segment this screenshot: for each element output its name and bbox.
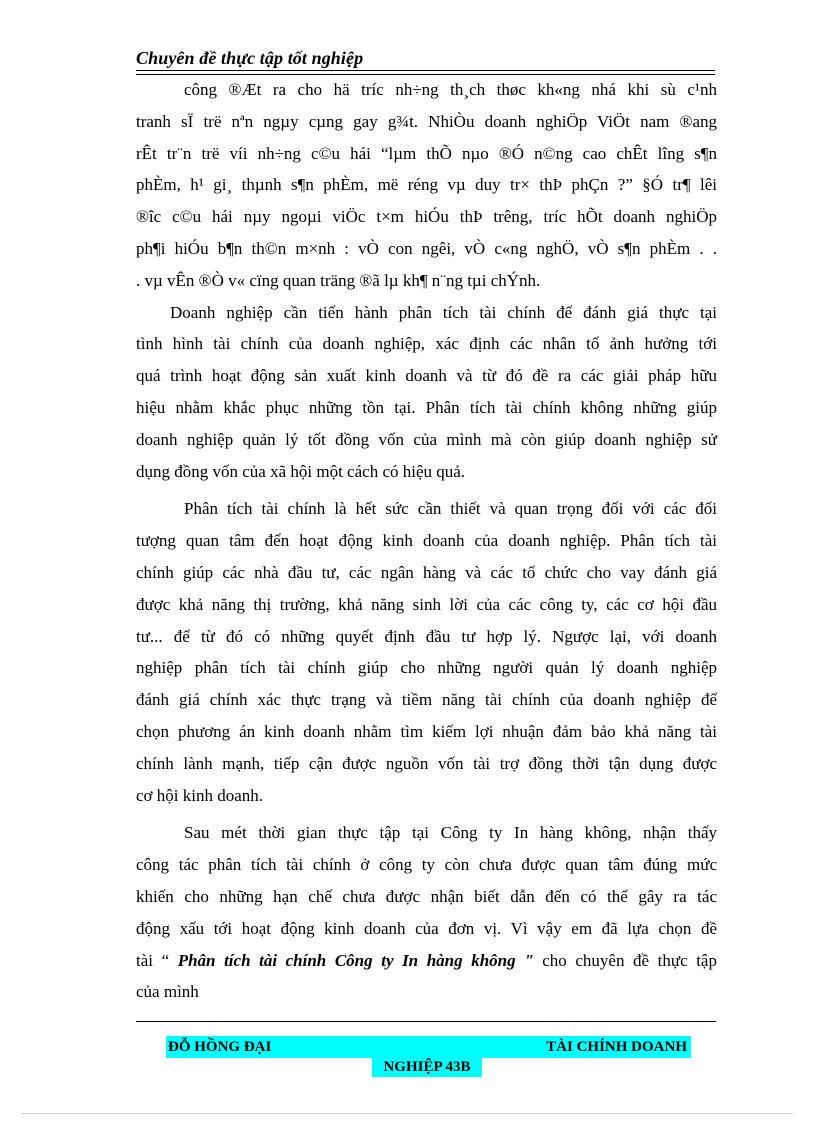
- body-line: . vµ vÊn ®Ò v« cïng quan träng ®ã lµ kh¶ n¨ng tµi chÝnh.: [136, 270, 541, 290]
- body-line: tình hình tài chính của doanh nghiệp, xác định các nhân tố ảnh hưởng tới: [136, 334, 717, 354]
- body-line: rÊt tr¨n trë víi nh÷ng c©u hái “lµm thÕ nµo ®Ó n©ng cao chÊt lîng s¶n: [136, 143, 717, 163]
- topic-suffix: cho chuyên đề thực tập: [533, 950, 717, 970]
- body-line: Sau mét thời gian thực tập tại Công ty In hàng không, nhận thấy: [184, 823, 717, 843]
- body-line: Doanh nghiệp cần tiến hành phân tích tài chính để đánh giá thực tại: [170, 302, 717, 322]
- footer-department: TÀI CHÍNH DOANH: [546, 1039, 687, 1055]
- topic-prefix: tài “: [136, 950, 178, 970]
- body-line: động xấu tới hoạt động kinh doanh của đơn vị. Vì vậy em đã lựa chọn đề: [136, 918, 717, 938]
- header-title: Chuyên đề thực tập tốt nghiệp: [136, 48, 364, 68]
- page-bottom-border: [22, 1113, 794, 1114]
- body-line: công tác phân tích tài chính ở công ty còn chưa được quan tâm đúng mức: [136, 855, 717, 875]
- body-line: đánh giá chính xác thực trạng và tiềm năng tài chính của doanh nghiệp để: [136, 690, 717, 710]
- body-line: tranh sÏ trë nªn ngµy cµng gay g¾t. NhiÒu doanh nghiÖp ViÖt nam ®ang: [136, 111, 717, 131]
- body-line: ®îc c©u hái nµy ngoµi viÖc t×m hiÓu thÞ trêng, tríc hÕt doanh nghiÖp: [136, 207, 717, 227]
- body-line: chính giúp các nhà đầu tư, các ngân hàng và các tổ chức cho vay đánh giá: [136, 562, 717, 582]
- topic-line: [136, 945, 717, 977]
- topic-title: Phân tích tài chính Công ty In hàng không ": [177, 950, 534, 970]
- body-line: chọn phương án kinh doanh nhằm tìm kiếm lợi nhuận đảm bảo khả năng tài: [136, 721, 717, 741]
- body-line: hiệu nhằm khắc phục những tồn tại. Phân tích tài chính không những giúp: [136, 397, 717, 417]
- footer-rule: [136, 1021, 716, 1022]
- body-line: Phân tích tài chính là hết sức cần thiết và quan trọng đối với các đối: [184, 499, 717, 519]
- body-line: nghiệp phân tích tài chính giúp cho những người quản lý doanh nghiệp: [136, 658, 717, 678]
- body-line: được khả năng thị trường, khả năng sinh lời của các công ty, các cơ hội đầu: [136, 594, 717, 614]
- body-line: khiến cho những hạn chế chưa được nhận biết dẫn đến có thể gây ra tác: [136, 886, 717, 906]
- body-line: tư... để từ đó có những quyết định đầu tư hợp lý. Ngược lại, với doanh: [136, 626, 717, 646]
- footer-author: ĐỖ HỒNG ĐẠI: [168, 1039, 272, 1055]
- body-line: ph¶i hiÓu b¶n th©n m×nh : vÒ con ngêi, vÒ c«ng nghÖ, vÒ s¶n phÈm . .: [136, 238, 717, 258]
- body-line: của mình: [136, 982, 199, 1002]
- body-line: công ®Æt ra cho hä tríc nh÷ng th¸ch thøc kh«ng nhá khi sù c¹nh: [184, 80, 717, 99]
- body-line: phÈm, h¹ gi¸ thµnh s¶n phÈm, më réng vµ duy tr× thÞ phÇn ?” §Ó tr¶ lêi: [136, 175, 717, 195]
- body-line: quá trình hoạt động sản xuất kinh doanh và từ đó đề ra các giải pháp hữu: [136, 366, 717, 386]
- body-line: chính lành mạnh, tiếp cận được nguồn vốn tài trợ đồng thời tận dụng được: [136, 753, 717, 773]
- footer-highlight: [166, 1036, 691, 1058]
- body-line: doanh nghiệp quản lý tốt đồng vốn của mình mà còn giúp doanh nghiệp sử: [136, 429, 717, 449]
- body-line: dụng đồng vốn của xã hội một cách có hiệu quả.: [136, 461, 466, 481]
- body-line: cơ hội kinh doanh.: [136, 785, 264, 805]
- footer-class: NGHIỆP 43B: [372, 1057, 482, 1077]
- header-rule-thick: [136, 70, 715, 71]
- body-line: tượng quan tâm đến hoạt động kinh doanh của doanh nghiệp. Phân tích tài: [136, 531, 717, 551]
- document-body: [136, 74, 717, 1008]
